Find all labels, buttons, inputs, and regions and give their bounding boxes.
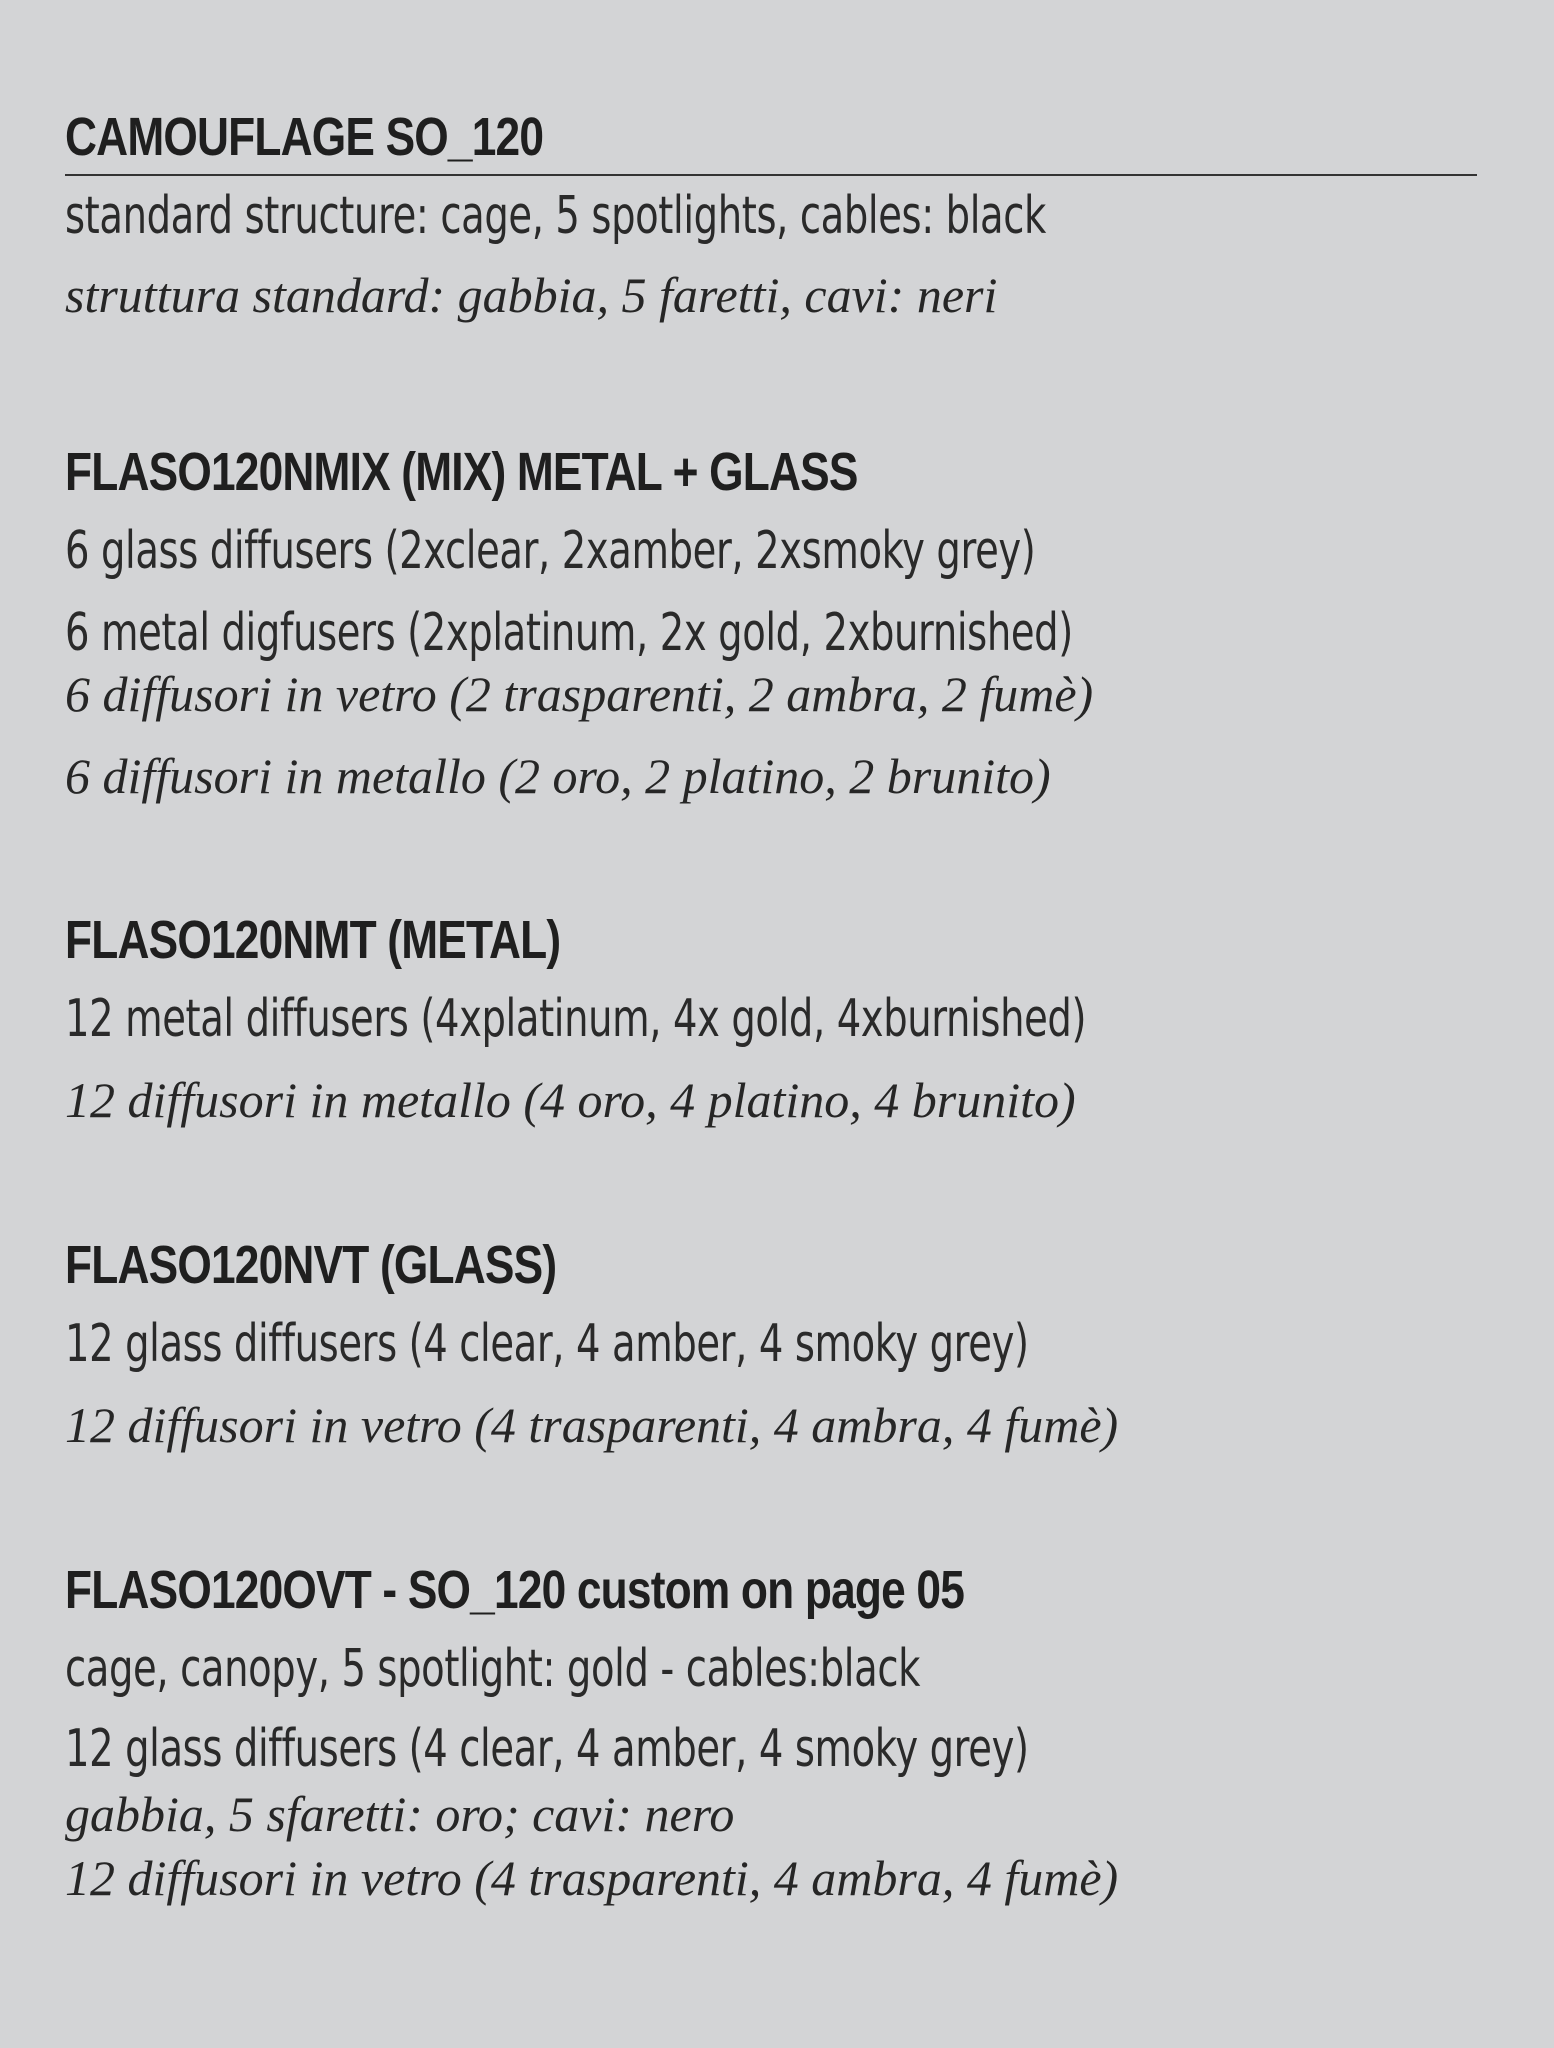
section-title: FLASO120NVT (GLASS) xyxy=(65,1235,557,1295)
description-it: 12 diffusori in vetro (4 trasparenti, 4 ambra, 4 fumè) xyxy=(65,1397,1119,1453)
description-it: 6 diffusori in metallo (2 oro, 2 platino, 2 brunito) xyxy=(65,748,1051,804)
description-en: 12 glass diffusers (4 clear, 4 amber, 4 smoky grey) xyxy=(65,1719,1029,1779)
description-en: 6 metal digfusers (2xplatinum, 2x gold, 2xburnished) xyxy=(65,603,1073,663)
description-en: cage, canopy, 5 spotlight: gold - cables:black xyxy=(65,1639,921,1699)
description-en: standard structure: cage, 5 spotlights, cables: black xyxy=(65,186,1046,246)
description-it: struttura standard: gabbia, 5 faretti, cavi: neri xyxy=(65,267,998,323)
title-divider xyxy=(65,174,1477,176)
description-it: 12 diffusori in vetro (4 trasparenti, 4 ambra, 4 fumè) xyxy=(65,1850,1119,1906)
description-it: gabbia, 5 sfaretti: oro; cavi: nero xyxy=(65,1786,735,1842)
description-en: 12 metal diffusers (4xplatinum, 4x gold, 4xburnished) xyxy=(65,989,1087,1049)
section-title: CAMOUFLAGE SO_120 xyxy=(65,107,544,167)
section-glass xyxy=(65,1235,1367,1453)
description-en: 6 glass diffusers (2xclear, 2xamber, 2xsmoky grey) xyxy=(65,521,1036,581)
section-title: FLASO120NMIX (MIX) METAL + GLASS xyxy=(65,442,858,502)
section-metal xyxy=(65,910,1445,1128)
description-en: 12 glass diffusers (4 clear, 4 amber, 4 smoky grey) xyxy=(65,1314,1029,1374)
description-it: 12 diffusori in metallo (4 oro, 4 platino, 4 brunito) xyxy=(65,1072,1076,1128)
section-custom xyxy=(65,1560,1367,1906)
section-camouflage xyxy=(65,107,1477,323)
section-title: FLASO120OVT - SO_120 custom on page 05 xyxy=(65,1560,965,1620)
description-it: 6 diffusori in vetro (2 trasparenti, 2 ambra, 2 fumè) xyxy=(65,666,1094,722)
section-title: FLASO120NMT (METAL) xyxy=(65,910,561,970)
section-mix xyxy=(65,442,1427,804)
